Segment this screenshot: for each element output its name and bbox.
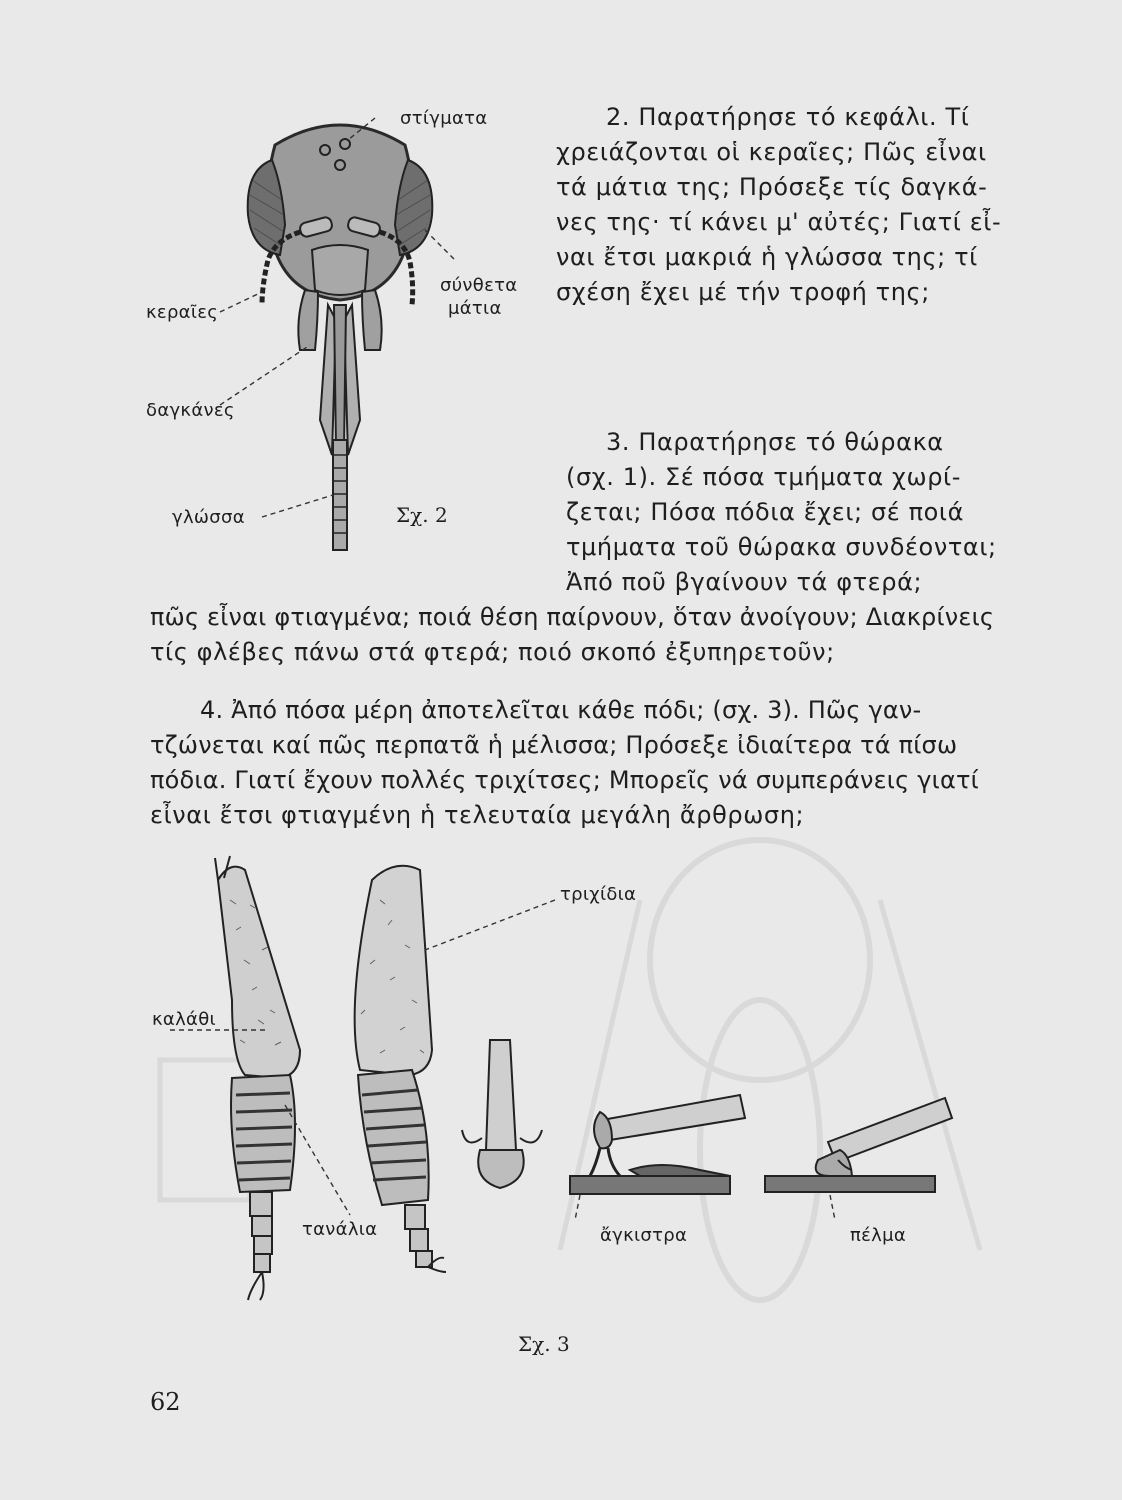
- q3-line-1: 3. Παρατήρησε τό θώρακα: [606, 428, 944, 456]
- label-hooks: ἄγκιστρα: [600, 1225, 688, 1246]
- q2-line-6: σχέση ἔχει μέ τήν τροφή της;: [556, 278, 930, 306]
- q4-line-1: 4. Ἀπό πόσα μέρη ἀποτελεῖται κάθε πόδι; (σχ. 3). Πῶς γαν-: [200, 696, 922, 724]
- label-antennae: κεραῖες: [146, 302, 219, 323]
- q4-line-4: εἶναι ἔτσι φτιαγμένη ἡ τελευταία μεγάλη ἄρθρωση;: [150, 801, 805, 829]
- leg-hooks-gripping: [570, 1095, 745, 1194]
- leg-pad-smooth: [765, 1098, 952, 1192]
- label-hairs: τριχίδια: [560, 884, 637, 905]
- label-stigmata: στίγματα: [400, 108, 488, 129]
- figure-2-caption: Σχ. 2: [396, 503, 448, 527]
- figure-3-caption: Σχ. 3: [518, 1332, 570, 1356]
- label-compound-eyes-1: σύνθετα: [440, 275, 518, 296]
- label-basket: καλάθι: [152, 1009, 216, 1030]
- q2-line-4: νες της· τί κάνει μ' αὐτές; Γιατί εἶ-: [556, 208, 1002, 236]
- leg-outer-view: [355, 866, 446, 1272]
- page-number: 62: [150, 1388, 181, 1416]
- q3-line-3: ζεται; Πόσα πόδια ἔχει; σέ ποιά: [566, 498, 965, 526]
- label-tongue: γλώσσα: [172, 507, 245, 528]
- q2-line-1: 2. Παρατήρησε τό κεφάλι. Τί: [606, 103, 970, 131]
- label-pad: πέλμα: [850, 1225, 907, 1246]
- q2-line-2: χρειάζονται οἱ κεραῖες; Πῶς εἶναι: [556, 138, 987, 166]
- tarsus-detail: [462, 1040, 542, 1188]
- q2-line-3: τά μάτια της; Πρόσεξε τίς δαγκά-: [556, 173, 988, 201]
- q3-line-6: πῶς εἶναι φτιαγμένα; ποιά θέση παίρνουν, ὅταν ἀνοίγουν; Διακρίνεις: [150, 603, 995, 631]
- q4-line-3: πόδια. Γιατί ἔχουν πολλές τριχίτσες; Μπορεῖς νά συμπεράνεις γιατί: [150, 766, 979, 794]
- q3-line-7: τίς φλέβες πάνω στά φτερά; ποιό σκοπό ἐξυπηρετοῦν;: [150, 638, 835, 666]
- label-mandibles: δαγκάνες: [146, 400, 235, 421]
- q3-line-4: τμήματα τοῦ θώρακα συνδέονται;: [566, 533, 997, 561]
- label-pincers: τανάλια: [302, 1219, 378, 1240]
- q2-line-5: ναι ἔτσι μακριά ἡ γλώσσα της; τί: [556, 243, 978, 271]
- q4-line-2: τζώνεται καί πῶς περπατᾶ ἡ μέλισσα; Πρόσεξε ἰδιαίτερα τά πίσω: [150, 731, 958, 759]
- q3-line-5: Ἀπό ποῦ βγαίνουν τά φτερά;: [566, 568, 923, 596]
- leg-inner-view: [215, 856, 300, 1300]
- q3-line-2: (σχ. 1). Σέ πόσα τμήματα χωρί-: [566, 463, 962, 491]
- label-compound-eyes-2: μάτια: [448, 298, 502, 319]
